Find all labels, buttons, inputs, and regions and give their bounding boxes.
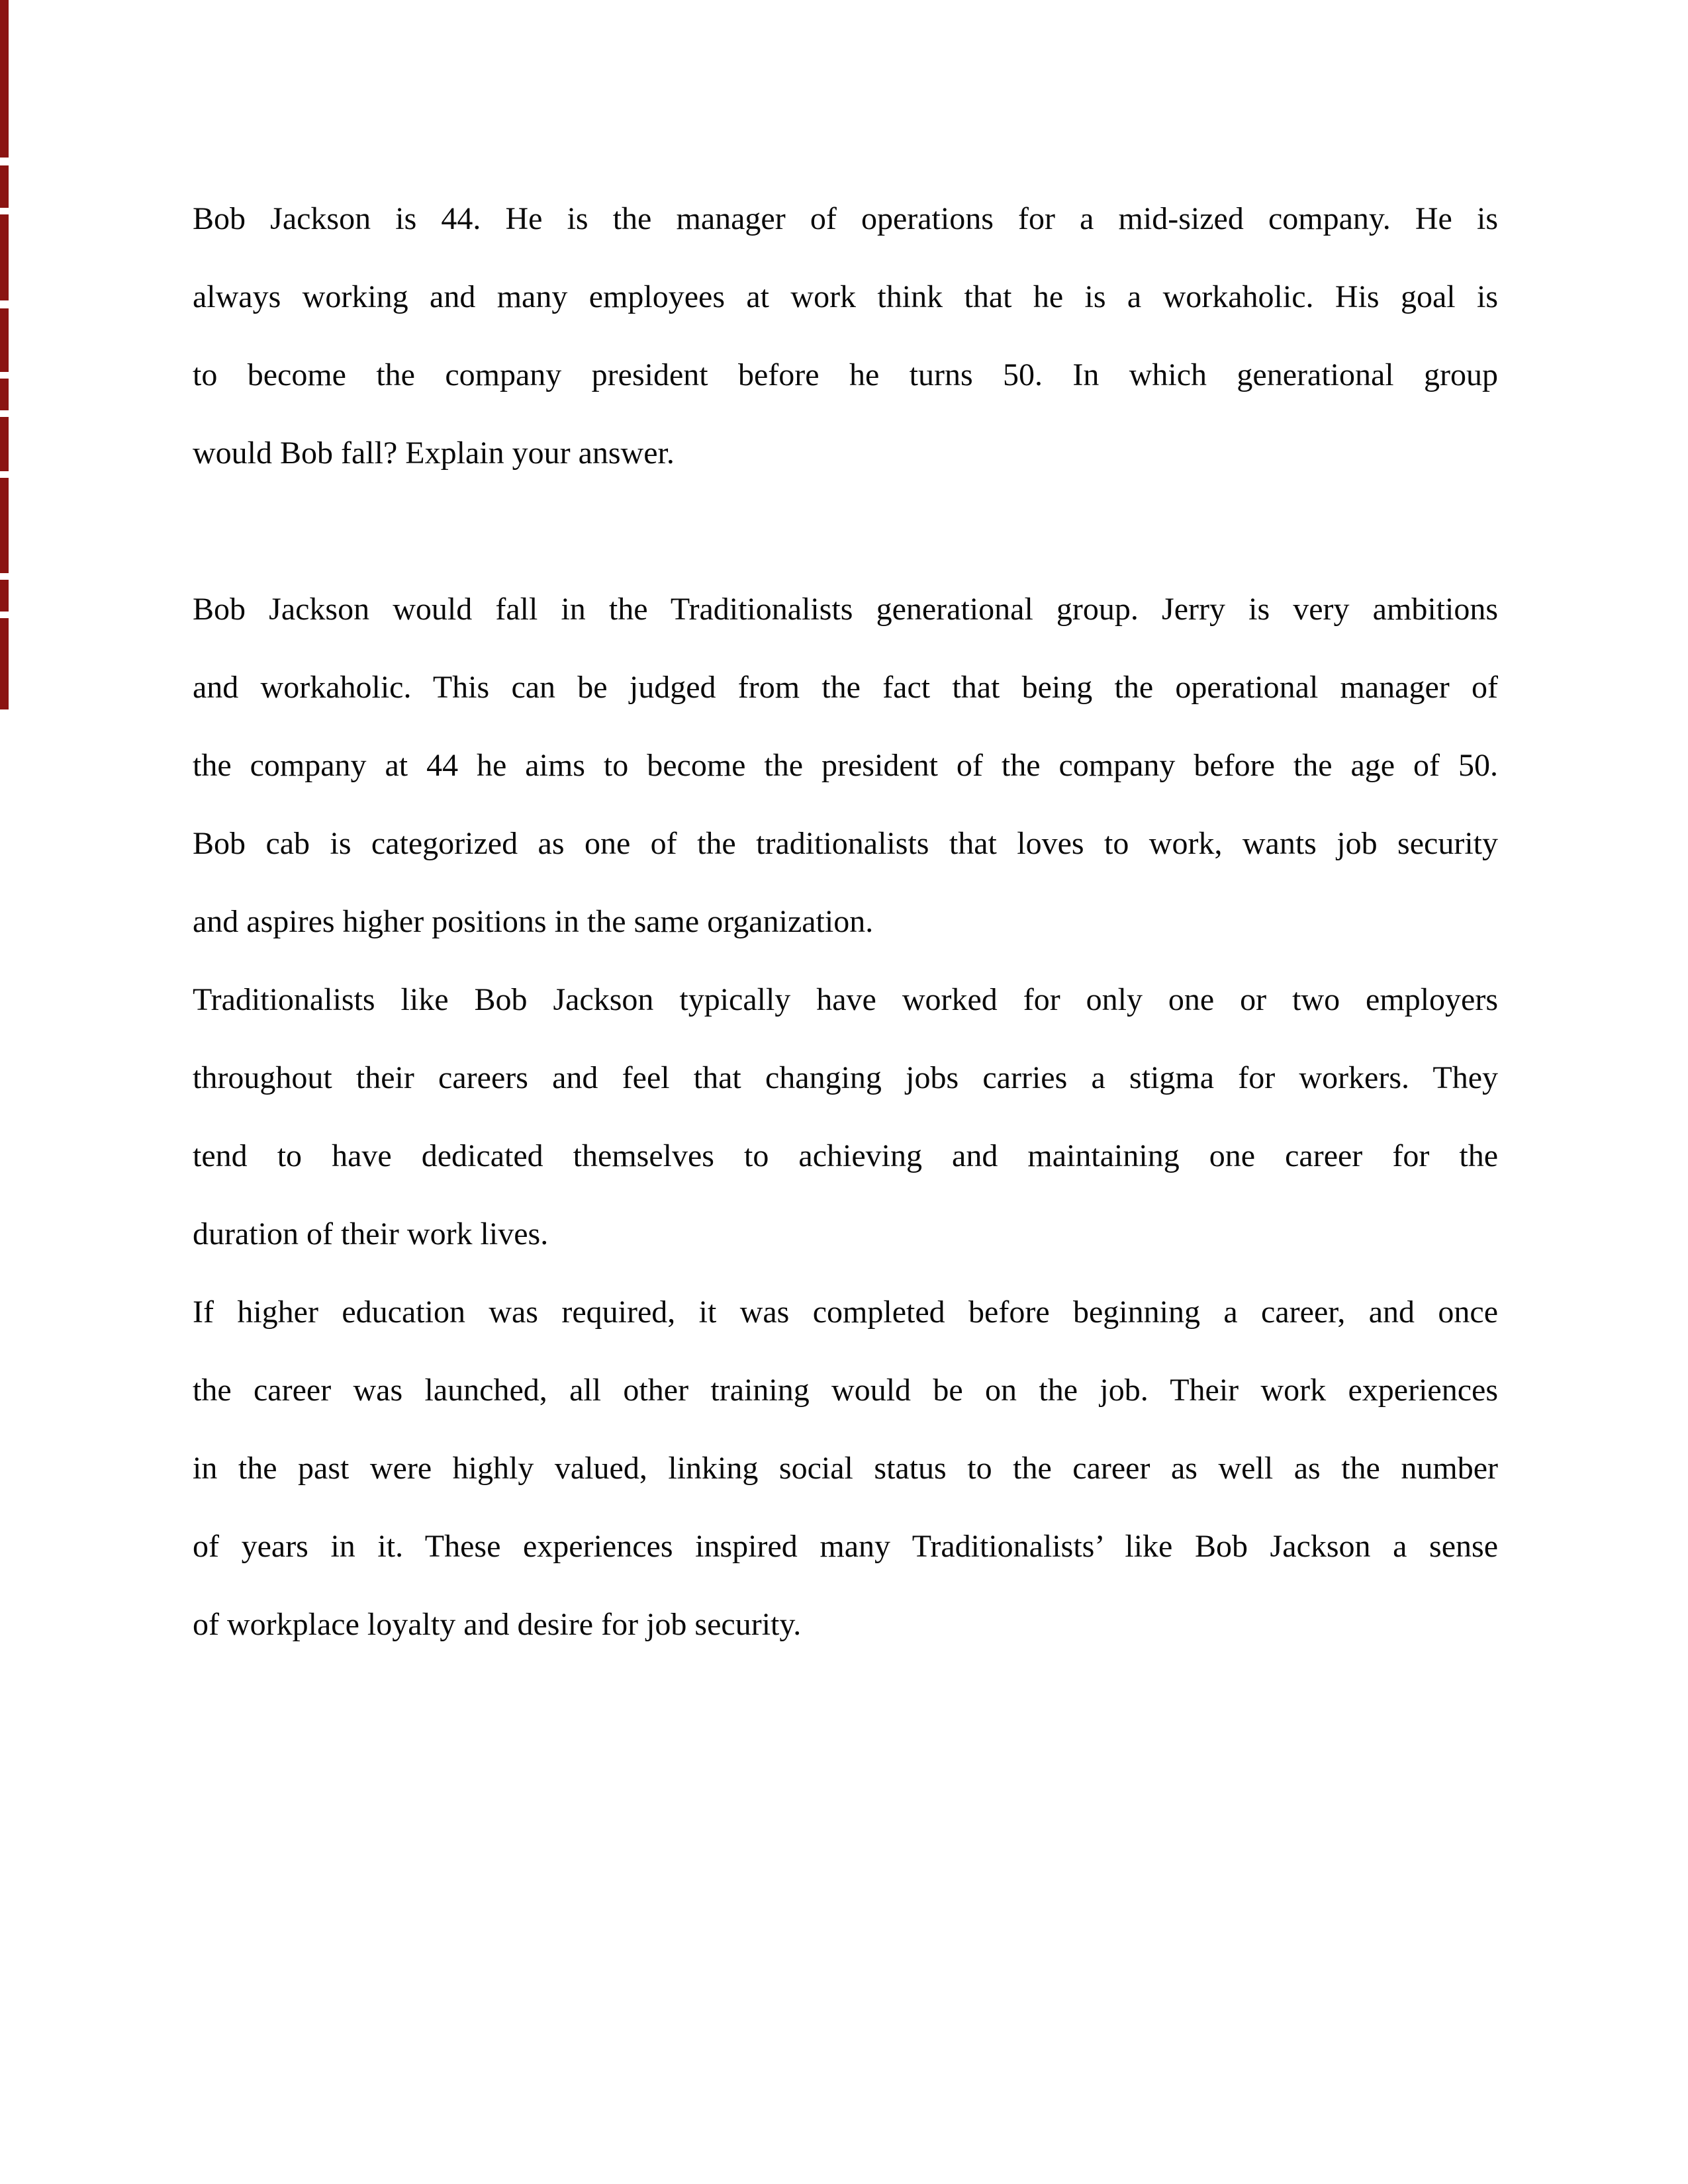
text-line: in the past were highly valued, linking social status to the career as well as the number [193, 1451, 1498, 1486]
text-line: duration of their work lives. [193, 1216, 549, 1251]
red-edge-mark [0, 214, 9, 300]
text-line: would Bob fall? Explain your answer. [193, 435, 675, 471]
red-edge-mark [0, 618, 9, 709]
red-edge-mark [0, 580, 9, 612]
answer-paragraph-2 [193, 961, 1498, 1273]
text-line: of years in it. These experiences inspired many Traditionalists’ like Bob Jackson a sense [193, 1529, 1498, 1564]
red-edge-mark [0, 0, 9, 158]
question-paragraph [193, 180, 1498, 492]
document-text [193, 180, 1498, 1664]
text-line: Bob Jackson is 44. He is the manager of operations for a mid-sized company. He is [193, 201, 1498, 236]
red-edge-mark [0, 308, 9, 372]
answer-paragraph-1 [193, 570, 1498, 961]
red-edge-mark [0, 379, 9, 410]
text-line: Traditionalists like Bob Jackson typically have worked for only one or two employers [193, 982, 1498, 1017]
text-line: Bob Jackson would fall in the Traditionalists generational group. Jerry is very ambitions [193, 592, 1498, 627]
text-line: and aspires higher positions in the same organization. [193, 904, 874, 939]
text-line: to become the company president before he turns 50. In which generational group [193, 357, 1498, 392]
text-line: the company at 44 he aims to become the president of the company before the age of 50. [193, 748, 1498, 783]
red-edge-mark [0, 478, 9, 573]
text-line: tend to have dedicated themselves to achieving and maintaining one career for the [193, 1138, 1498, 1173]
red-edge-mark [0, 165, 9, 208]
text-line: If higher education was required, it was completed before beginning a career, and once [193, 1295, 1498, 1330]
text-line: throughout their careers and feel that changing jobs carries a stigma for workers. They [193, 1060, 1498, 1095]
answer-paragraph-3 [193, 1273, 1498, 1664]
red-edge-mark [0, 417, 9, 471]
text-line: always working and many employees at work think that he is a workaholic. His goal is [193, 279, 1498, 314]
text-line: Bob cab is categorized as one of the traditionalists that loves to work, wants job security [193, 826, 1498, 861]
text-line: and workaholic. This can be judged from the fact that being the operational manager of [193, 670, 1498, 705]
text-line: of workplace loyalty and desire for job security. [193, 1607, 802, 1642]
text-line: the career was launched, all other training would be on the job. Their work experiences [193, 1373, 1498, 1408]
